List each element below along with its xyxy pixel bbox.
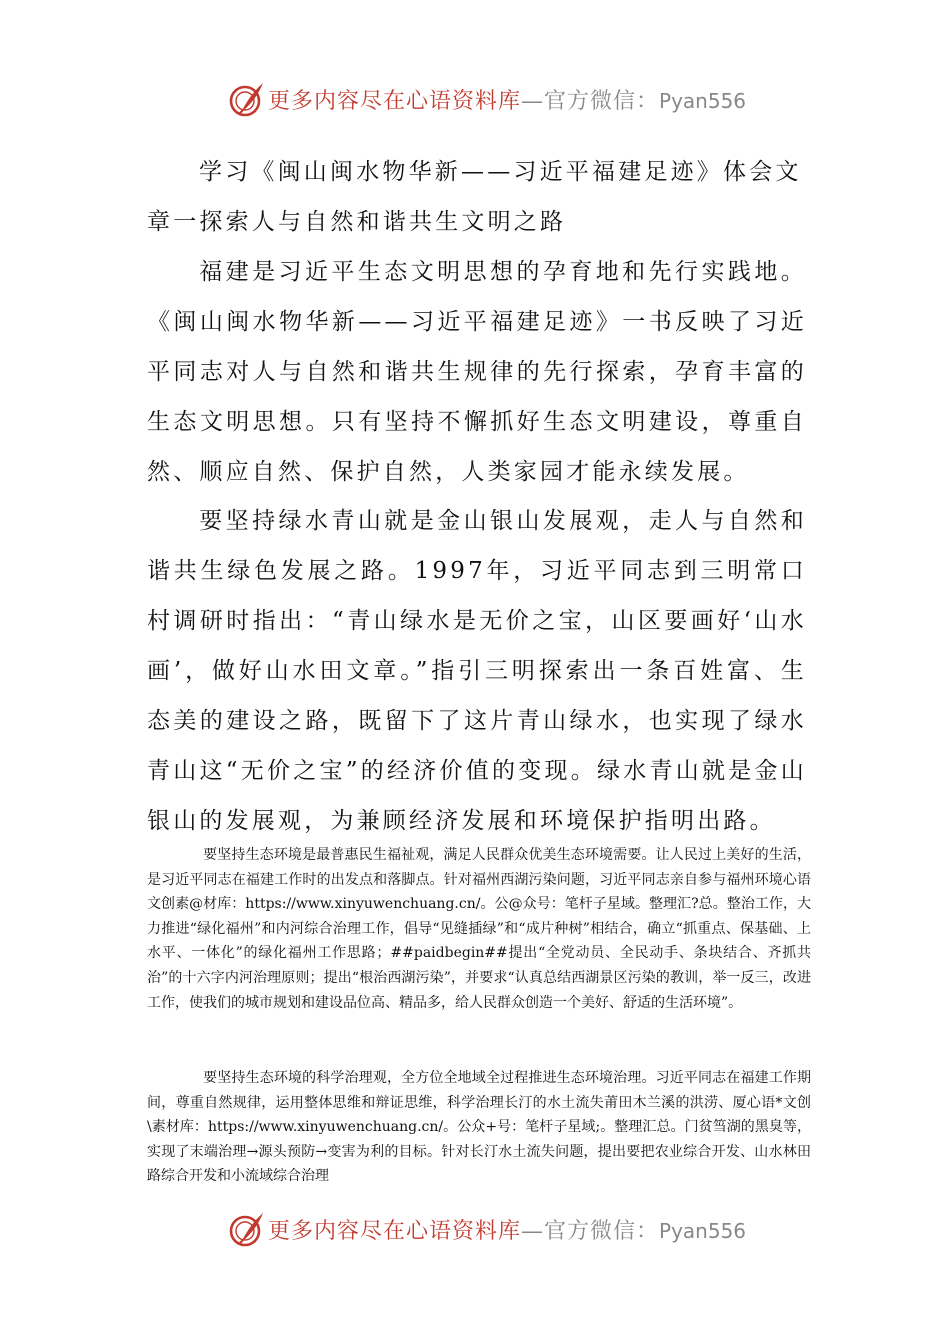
paragraph-3: 要坚持生态环境是最普惠民生福祉观，满足人民群众优美生态环境需要。让人民过上美好的生活，是习近平同志在福建工作时的出发点和落脚点。针对福州西湖污染问题，习近平同志亲自参与福州环境心语文创素@材库：https://www.xinyuwenchuang.cn/。公@众号：笔杆子星域。整理汇?总。整治工作，大力推进“绿化福州”和内河综合治理工作，倡导“见缝插绿”和“成片种树”相结合，确立“抓重点、保基础、上水平、一体化”的绿化福州工作思路；##paidbegin##提出“全党动员、全民动手、条块结合、齐抓共治”的十六字内河治理原则；提出“根治西湖污染”，并要求“认真总结西湖景区污染的教训，举一反三，改进工作，使我们的城市规划和建设品位高、精品多，给人民群众创造一个美好、舒适的生活环境”。 bbox=[147, 847, 811, 1011]
banner-sub-text: —官方微信： bbox=[521, 1219, 660, 1244]
quill-seal-icon bbox=[226, 1210, 266, 1250]
title-line-1: 学习《闽山闽水物华新——习近平福建足迹》体会文 bbox=[199, 159, 802, 185]
banner-main-text: 更多内容尽在心语资料库 bbox=[268, 1219, 522, 1244]
banner-sub-text: —官方微信： bbox=[521, 89, 660, 114]
banner-main-text: 更多内容尽在心语资料库 bbox=[268, 89, 522, 114]
quill-seal-icon bbox=[226, 80, 266, 120]
footer-watermark-banner bbox=[0, 1207, 950, 1257]
banner-text bbox=[268, 1216, 746, 1247]
paragraph-1: 福建是习近平生态文明思想的孕育地和先行实践地。《闽山闽水物华新——习近平福建足迹》一书反映了习近平同志对人与自然和谐共生规律的先行探索，孕育丰富的生态文明思想。只有坚持不懈抓好生态文明建设，尊重自然、顺应自然、保护自然，人类家园才能永续发展。 bbox=[147, 259, 807, 485]
paragraph-4: 要坚持生态环境的科学治理观，全方位全地域全过程推进生态环境治理。习近平同志在福建工作期间，尊重自然规律，运用整体思维和辩证思维，科学治理长汀的水土流失莆田木兰溪的洪涝、厦心语*文创\素材库：https://www.xinyuwenchuang.cn/。公众+号：笔杆子星域;。整理汇总。门贫筜湖的黑臭等，实现了末端治理→源头预防→变害为利的目标。针对长汀水土流失问题，提出要把农业综合开发、山水林田路综合开发和小流域综合治理 bbox=[147, 1070, 811, 1185]
banner-wechat-id: Pyan556 bbox=[659, 89, 747, 113]
document-title bbox=[147, 147, 807, 247]
banner-text bbox=[268, 86, 746, 117]
banner-wechat-id: Pyan556 bbox=[659, 1219, 747, 1243]
paragraph-2: 要坚持绿水青山就是金山银山发展观，走人与自然和谐共生绿色发展之路。1997年，习近平同志到三明常口村调研时指出：“青山绿水是无价之宝，山区要画好‘山水画’，做好山水田文章。”指引三明探索出一条百姓富、生态美的建设之路，既留下了这片青山绿水，也实现了绿水青山这“无价之宝”的经济价值的变现。绿水青山就是金山银山的发展观，为兼顾经济发展和环境保护指明出路。 bbox=[147, 508, 807, 834]
title-line-2: 章一探索人与自然和谐共生文明之路 bbox=[147, 209, 567, 235]
header-watermark-banner bbox=[0, 77, 950, 127]
